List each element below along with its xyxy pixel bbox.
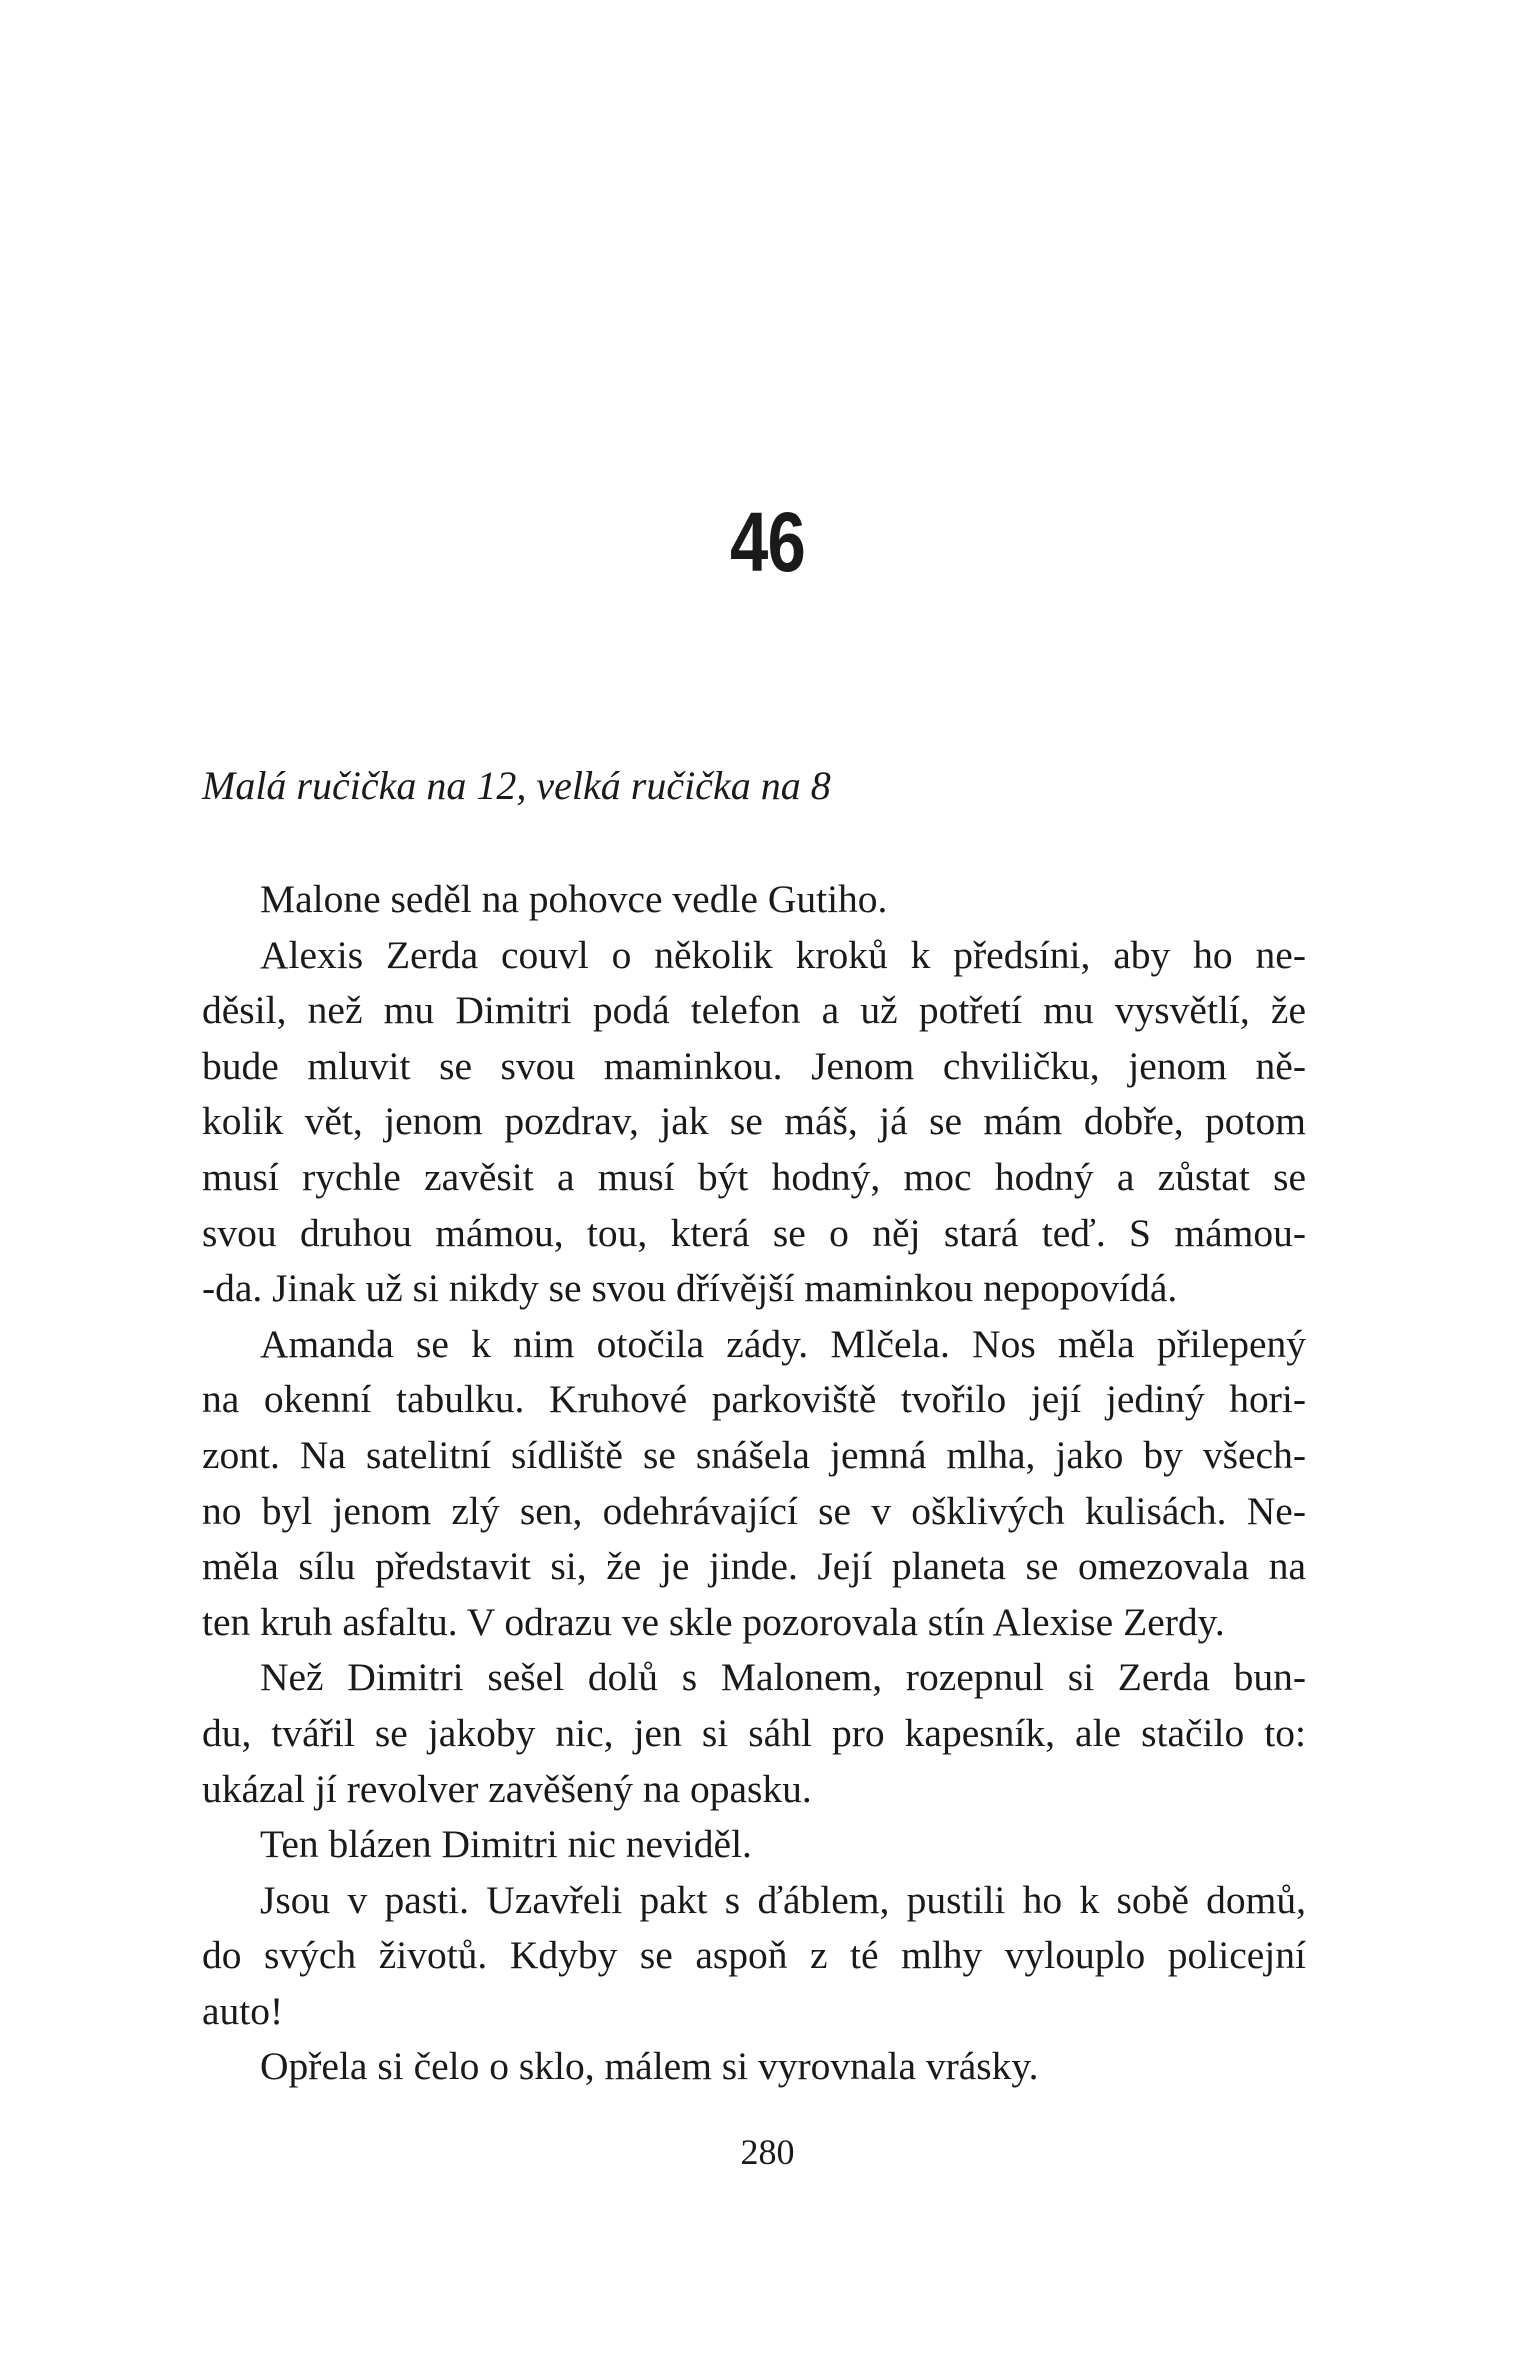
text-line: auto! xyxy=(202,1988,284,2033)
text-line: svou druhou mámou, tou, která se o něj stará teď. S mámou- xyxy=(202,1210,1306,1255)
text-line: no byl jenom zlý sen, odehrávající se v ošklivých kulisách. Ne- xyxy=(202,1488,1306,1533)
text-line: měla sílu představit si, že je jinde. Její planeta se omezovala na xyxy=(202,1544,1306,1589)
text-line: kolik vět, jenom pozdrav, jak se máš, já se mám dobře, potom xyxy=(202,1099,1306,1144)
text-line: zont. Na satelitní sídliště se snášela jemná mlha, jako by všech- xyxy=(202,1432,1306,1477)
epigraph: Malá ručička na 12, velká ručička na 8 xyxy=(202,763,831,808)
text-line: musí rychle zavěsit a musí být hodný, moc hodný a zůstat se xyxy=(202,1154,1306,1199)
text-line: ten kruh asfaltu. V odrazu ve skle pozorovala stín Alexise Zerdy. xyxy=(202,1599,1225,1644)
text-line: bude mluvit se svou maminkou. Jenom chviličku, jenom ně- xyxy=(202,1043,1306,1088)
text-line: du, tvářil se jakoby nic, jen si sáhl pro kapesník, ale stačilo to: xyxy=(202,1710,1306,1755)
text-line: Opřela si čelo o sklo, málem si vyrovnala vrásky. xyxy=(260,2044,1039,2089)
text-line: děsil, než mu Dimitri podá telefon a už potřetí mu vysvětlí, že xyxy=(202,988,1306,1033)
text-line: Alexis Zerda couvl o několik kroků k předsíni, aby ho ne- xyxy=(260,932,1306,977)
chapter-body-text xyxy=(202,872,1306,2095)
text-line: Malone seděl na pohovce vedle Gutiho. xyxy=(260,877,888,921)
text-line: -da. Jinak už si nikdy se svou dřívější maminkou nepopovídá. xyxy=(202,1266,1178,1311)
text-line: Ten blázen Dimitri nic neviděl. xyxy=(260,1822,752,1867)
chapter-number: 46 xyxy=(730,495,805,589)
text-line: Jsou v pasti. Uzavřeli pakt s ďáblem, pustili ho k sobě domů, xyxy=(260,1877,1306,1922)
text-line: na okenní tabulku. Kruhové parkoviště tvořilo její jediný hori- xyxy=(202,1377,1306,1422)
text-line: Amanda se k nim otočila zády. Mlčela. Nos měla přilepený xyxy=(260,1321,1306,1366)
text-line: ukázal jí revolver zavěšený na opasku. xyxy=(202,1766,812,1811)
text-line: Než Dimitri sešel dolů s Malonem, rozepnul si Zerda bun- xyxy=(260,1655,1306,1700)
page-number: 280 xyxy=(740,2132,795,2172)
text-line: do svých životů. Kdyby se aspoň z té mlhy vylouplo policejní xyxy=(202,1933,1306,1978)
